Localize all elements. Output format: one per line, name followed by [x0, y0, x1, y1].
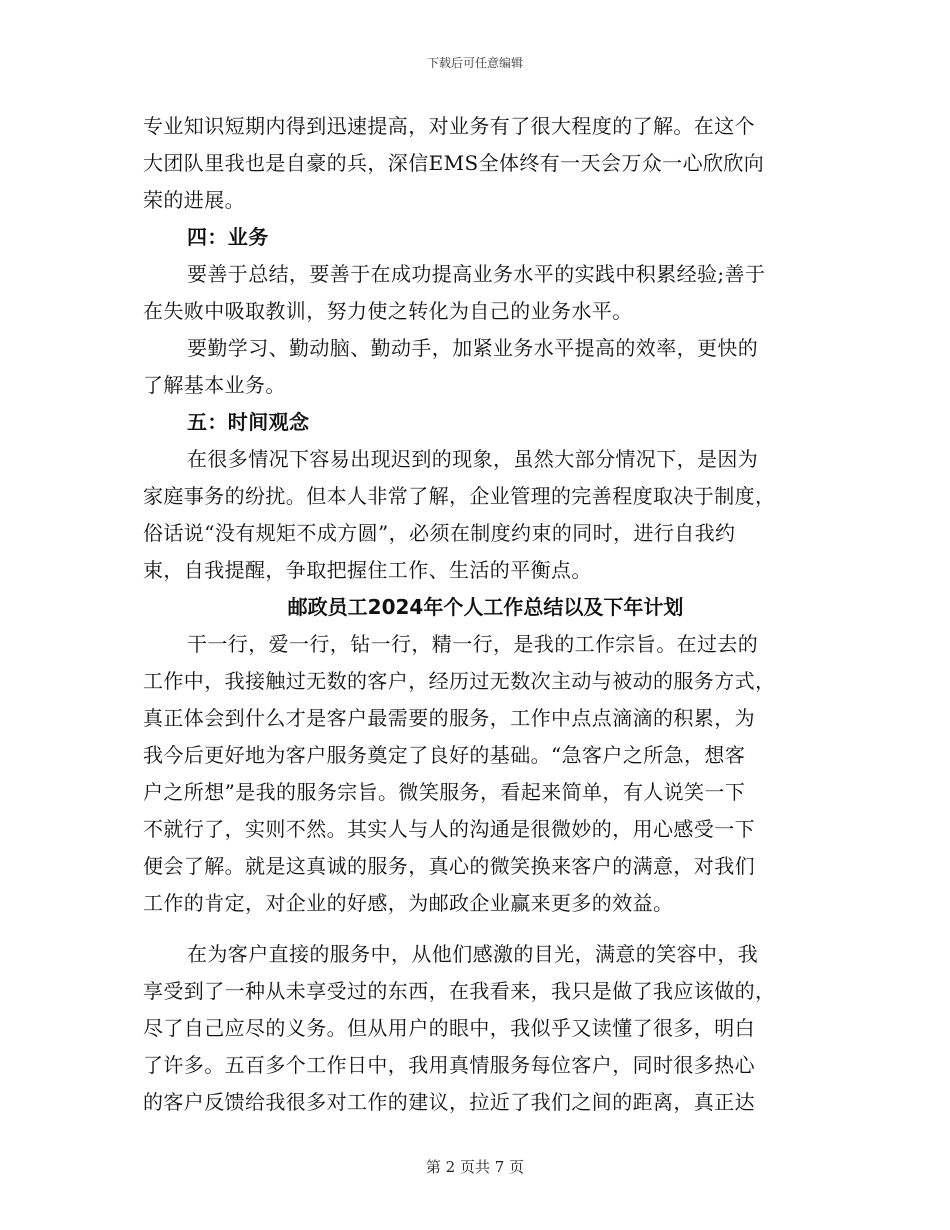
text-line: 束，自我提醒，争取把握住工作、生活的平衡点。: [143, 558, 592, 582]
text-line: 享受到了一种从未享受过的东西，在我看来，我只是做了我应该做的，: [143, 979, 776, 1003]
text-line: 了解基本业务。: [143, 373, 286, 397]
text-line: 要善于总结，要善于在成功提高业务水平的实践中积累经验;善于: [187, 262, 766, 286]
document-title: 邮政员工2024年个人工作总结以及下年计划: [287, 595, 684, 619]
text-line: 要勤学习、勤动脑、勤动手，加紧业务水平提高的效率，更快的: [187, 336, 759, 360]
text-line: 干一行，爱一行，钻一行，精一行，是我的工作宗旨。在过去的: [187, 632, 759, 656]
page-number: 第 2 页共 7 页: [425, 1158, 525, 1176]
text-line: 户之所想”是我的服务宗旨。微笑服务，看起来简单，有人说笑一下: [143, 780, 746, 804]
text-line: 了许多。五百多个工作日中，我用真情服务每位客户，同时很多热心: [143, 1053, 755, 1077]
text-line: 不就行了，实则不然。其实人与人的沟通是很微妙的，用心感受一下: [143, 817, 755, 841]
text-line: 真正体会到什么才是客户最需要的服务，工作中点点滴滴的积累，为: [143, 706, 755, 730]
paragraph: [143, 936, 808, 1121]
header-note: 下载后可任意编辑: [426, 56, 523, 70]
text-line: 家庭事务的纷扰。但本人非常了解，企业管理的完善程度取决于制度，: [143, 484, 776, 508]
text-line: 的客户反馈给我很多对工作的建议，拉近了我们之间的距离，真正达: [143, 1090, 755, 1114]
text-line: 专业知识短期内得到迅速提高，对业务有了很大程度的了解。在这个: [143, 114, 755, 138]
paragraph: [143, 256, 808, 330]
text-line: 工作的肯定，对企业的好感，为邮政企业赢来更多的效益。: [143, 891, 674, 915]
text-line: 荣的进展。: [143, 188, 245, 212]
text-line: 俗话说“没有规矩不成方圆”，必须在制度约束的同时，进行自我约: [143, 521, 736, 545]
text-line: 在失败中吸取教训，努力使之转化为自己的业务水平。: [143, 299, 633, 323]
text-line: 尽了自己应尽的义务。但从用户的眼中，我似乎又读懂了很多，明白: [143, 1016, 755, 1040]
paragraph: [143, 108, 808, 219]
paragraph: [143, 330, 808, 404]
text-line: 便会了解。就是这真诚的服务，真心的微笑换来客户的满意，对我们: [143, 854, 755, 878]
text-line: 大团队里我也是自豪的兵，深信EMS全体终有一天会万众一心欣欣向: [143, 151, 765, 175]
section-heading: 四：业务: [187, 225, 269, 249]
text-line: 工作中，我接触过无数的客户，经历过无数次主动与被动的服务方式，: [143, 669, 776, 693]
text-line: 在很多情况下容易出现迟到的现象，虽然大部分情况下，是因为: [187, 447, 759, 471]
paragraph-spacer: [143, 922, 808, 936]
text-line: 我今后更好地为客户服务奠定了良好的基础。“急客户之所急，想客: [143, 743, 746, 767]
document-body: [143, 108, 808, 1121]
paragraph: [143, 626, 808, 922]
section-heading: 五：时间观念: [187, 410, 310, 434]
paragraph: [143, 441, 808, 589]
text-line: 在为客户直接的服务中，从他们感激的目光，满意的笑容中，我: [187, 942, 759, 966]
